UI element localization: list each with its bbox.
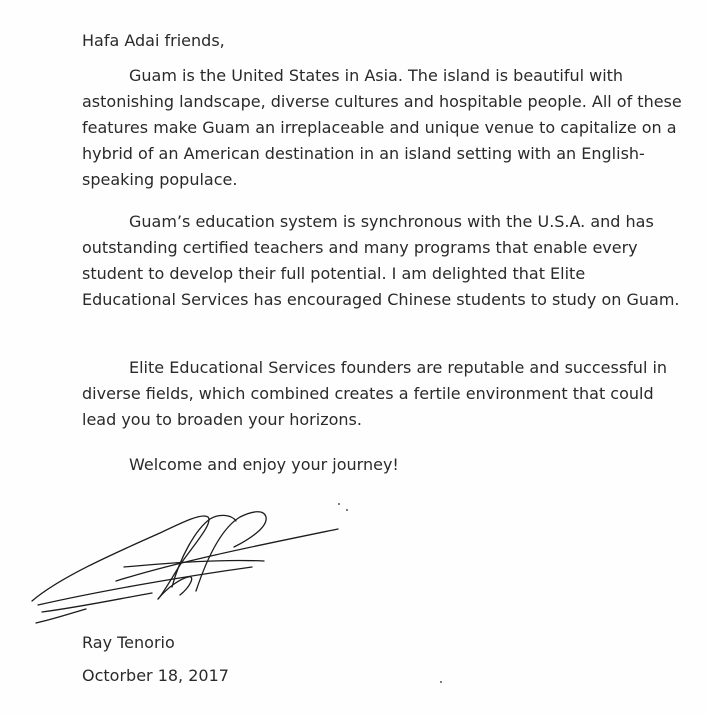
ink-speck — [440, 681, 442, 683]
ink-speck — [338, 503, 340, 505]
paragraph-1: Guam is the United States in Asia. The island is beautiful with astonishing landscape, diverse cultures and hospitable people. All of these features make Guam an irreplaceable and unique venue to capitalize on a hybrid of an American destination in an island setting with an English-speaking populace. — [82, 66, 682, 189]
signature-icon — [20, 495, 360, 630]
letter-date: Octorber 18, 2017 — [82, 666, 229, 685]
signatory-name: Ray Tenorio — [82, 633, 175, 652]
paragraph-3: Elite Educational Services founders are reputable and successful in diverse fields, which combined creates a fertile environment that could lead you to broaden your horizons. — [82, 358, 668, 429]
closing-line: Welcome and enjoy your journey! — [129, 455, 399, 474]
ink-speck — [346, 509, 348, 511]
paragraph-2: Guam’s education system is synchronous with the U.S.A. and has outstanding certified teachers and many programs that enable every student to develop their full potential. I am delighted that Elite Educational Services has encouraged Chinese students to study on Guam. — [82, 212, 680, 309]
salutation: Hafa Adai friends, — [82, 31, 225, 50]
